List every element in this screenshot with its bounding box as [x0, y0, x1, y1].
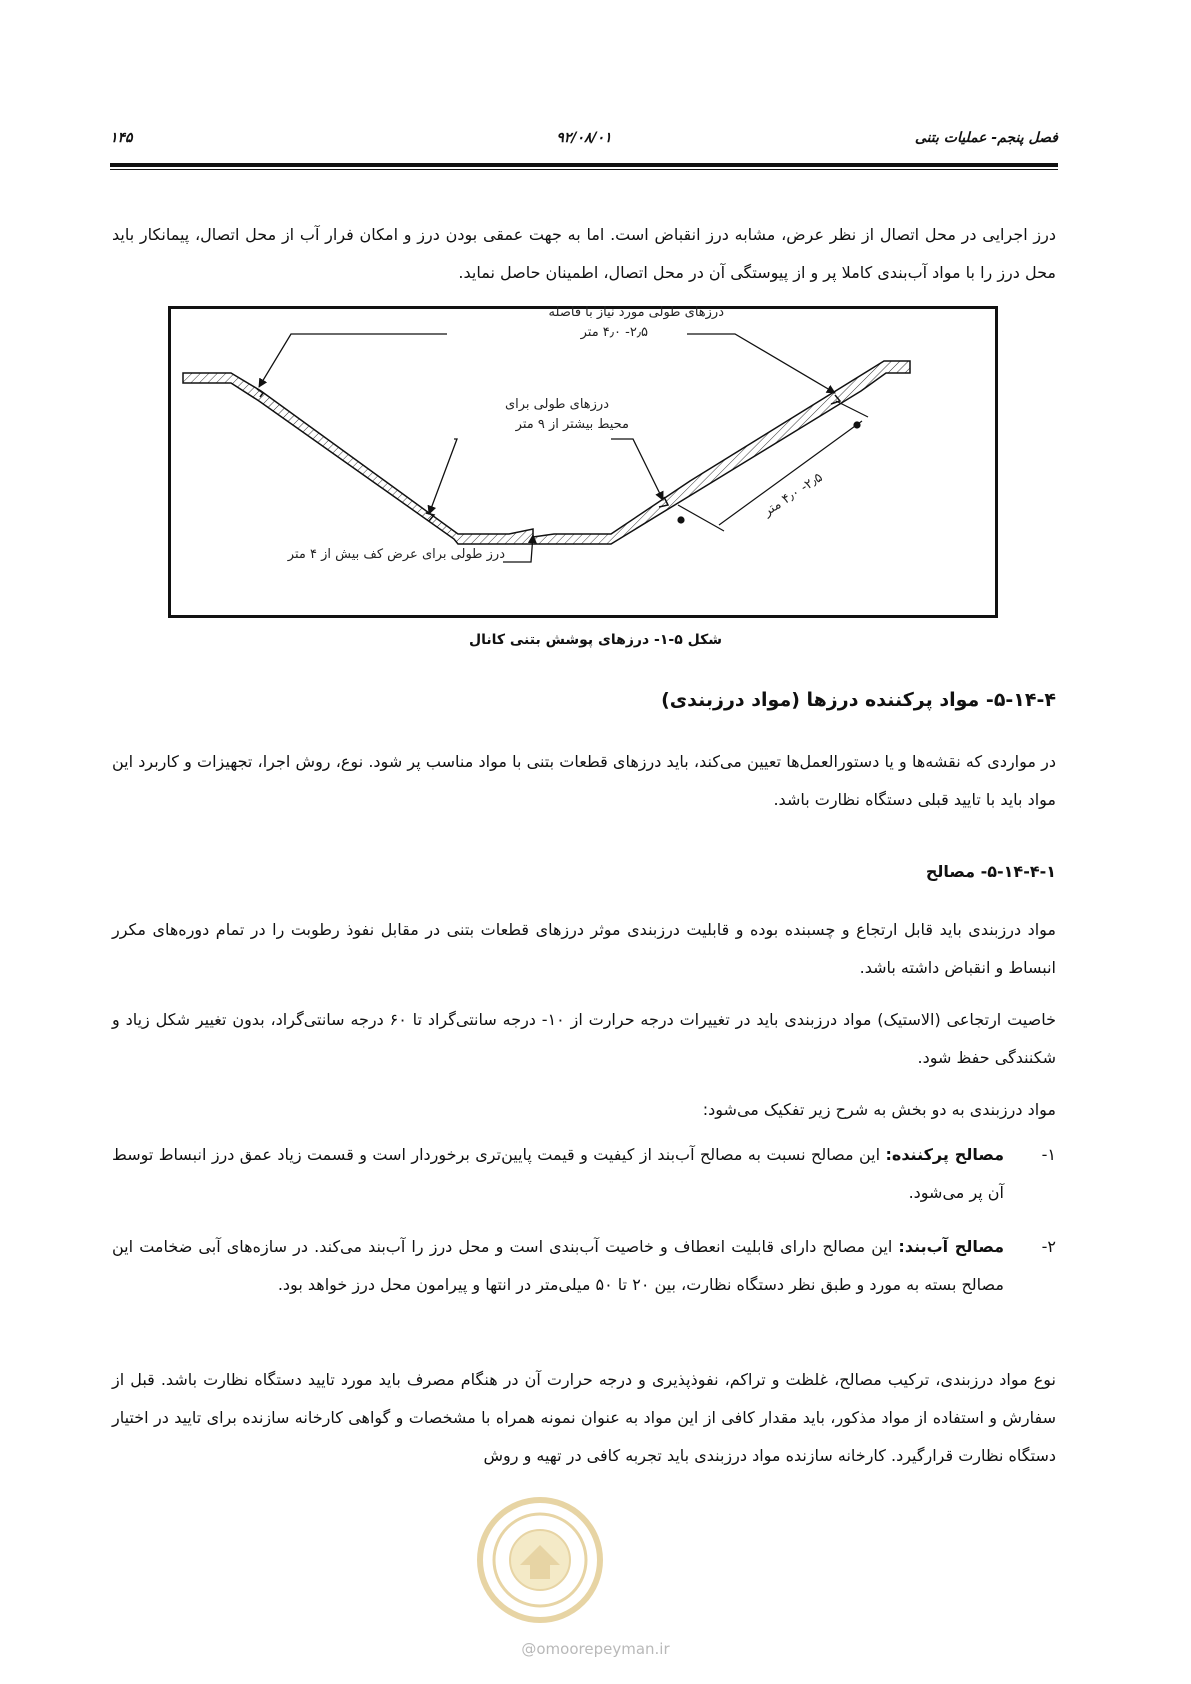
header-rule-thin — [110, 169, 1058, 170]
list-number: ۱- — [1041, 1145, 1056, 1164]
section-heading-5-14-4: ۵-۱۴-۴- مواد پرکننده درزها (مواد درزبندی) — [661, 689, 1056, 711]
label-longitudinal-spacing-2: ۲٫۵- ۴٫۰ متر — [580, 325, 648, 340]
materials-paragraph-4: نوع مواد درزبندی، ترکیب مصالح، غلظت و تراکم، نفوذپذیری و درجه حرارت آن در هنگام مصرف باید مورد تایید دستگاه نظارت باشد. قبل از سفارش و استفاده از مواد مذکور، باید مقدار کافی از این مواد به عنوان نمونه همراه با مشخصات و گواهی کارخانه سازنده برای تایید در اختیار دستگاه نظارت قرارگیرد. کارخانه سازنده مواد درزبندی باید تجربه کافی در تهیه و روش — [112, 1370, 1056, 1465]
canal-lining — [183, 361, 910, 544]
watermark-seal — [475, 1495, 605, 1625]
canal-joints-figure — [168, 306, 998, 618]
section-heading-5-14-4-1: ۵-۱۴-۴-۱- مصالح — [925, 862, 1056, 881]
list-text: این مصالح نسبت به مصالح آب‌بند از کیفیت و قیمت پایین‌تری برخوردار است و قسمت زیاد عمق درز انبساط توسط آن پر می‌شود. — [112, 1145, 1004, 1202]
list-item-filler — [112, 1136, 1056, 1212]
list-term: مصالح پرکننده: — [885, 1145, 1005, 1164]
canal-section-drawing — [171, 309, 995, 615]
list-item-sealant — [112, 1228, 1056, 1304]
label-perimeter-1: درزهای طولی برای — [504, 397, 609, 412]
list-number: ۲- — [1041, 1237, 1056, 1256]
page-number: ۱۴۵ — [110, 130, 133, 146]
header-rule-thick — [110, 163, 1058, 167]
header-date: ۹۲/۰۸/۰۱ — [556, 130, 612, 146]
watermark-url: @omoorepeyman.ir — [521, 1640, 670, 1658]
label-perimeter-2: محیط بیشتر از ۹ متر — [515, 417, 629, 432]
list-term: مصالح آب‌بند: — [898, 1237, 1005, 1256]
label-longitudinal-spacing-1: درزهای طولی مورد نیاز با فاصله — [548, 305, 724, 320]
intro-paragraph: درز اجرایی در محل اتصال از نظر عرض، مشابه درز انقباض است. اما به جهت عمقی بودن درز و امکان فرار آب از محل اتصال، پیمانکار باید محل درز را با مواد آب‌بندی کاملا پر و از پیوستگی آن در محل اتصال، اطمینان حاصل نماید. — [112, 225, 1056, 282]
figure-caption: شکل ۵-۱- درزهای پوشش بتنی کانال — [468, 632, 723, 648]
materials-paragraph-2: خاصیت ارتجاعی (الاستیک) مواد درزبندی باید در تغییرات درجه حرارت از ۱۰- درجه سانتی‌گراد تا ۶۰ درجه سانتی‌گراد، بدون تغییر شکل زیاد و شکنندگی حفظ شود. — [112, 1010, 1056, 1067]
label-bottom-joint: درز طولی برای عرض کف بیش از ۴ متر — [287, 547, 505, 562]
section-5-14-4-paragraph: در مواردی که نقشه‌ها و یا دستورالعمل‌ها تعیین می‌کند، باید درزهای قطعات بتنی با مواد مناسب پر شود. نوع، روش اجرا، تجهیزات و کاربرد این مواد باید با تایید قبلی دستگاه نظارت باشد. — [112, 752, 1056, 809]
chapter-title: فصل پنجم- عملیات بتنی — [914, 130, 1058, 146]
page-header — [110, 130, 1058, 154]
list-text: این مصالح دارای قابلیت انعطاف و خاصیت آب‌بندی است و محل درز را آب‌بند می‌کند. در سازه‌های آبی ضخامت این مصالح بسته به مورد و طبق نظر دستگاه نظارت، بین ۲۰ تا ۵۰ میلی‌متر در انتها و پیرامون محل درز خواهد بود. — [112, 1237, 1004, 1294]
label-dimension: ۲٫۵- ۴٫۰ متر — [760, 470, 826, 520]
materials-paragraph-1: مواد درزبندی باید قابل ارتجاع و چسبنده بوده و قابلیت درزبندی موثر درزهای قطعات بتنی در مقابل نفوذ رطوبت را در تمام دوره‌های مکرر انبساط و انقباض داشته باشد. — [112, 920, 1056, 977]
materials-paragraph-3: مواد درزبندی به دو بخش به شرح زیر تفکیک می‌شود: — [702, 1100, 1056, 1119]
